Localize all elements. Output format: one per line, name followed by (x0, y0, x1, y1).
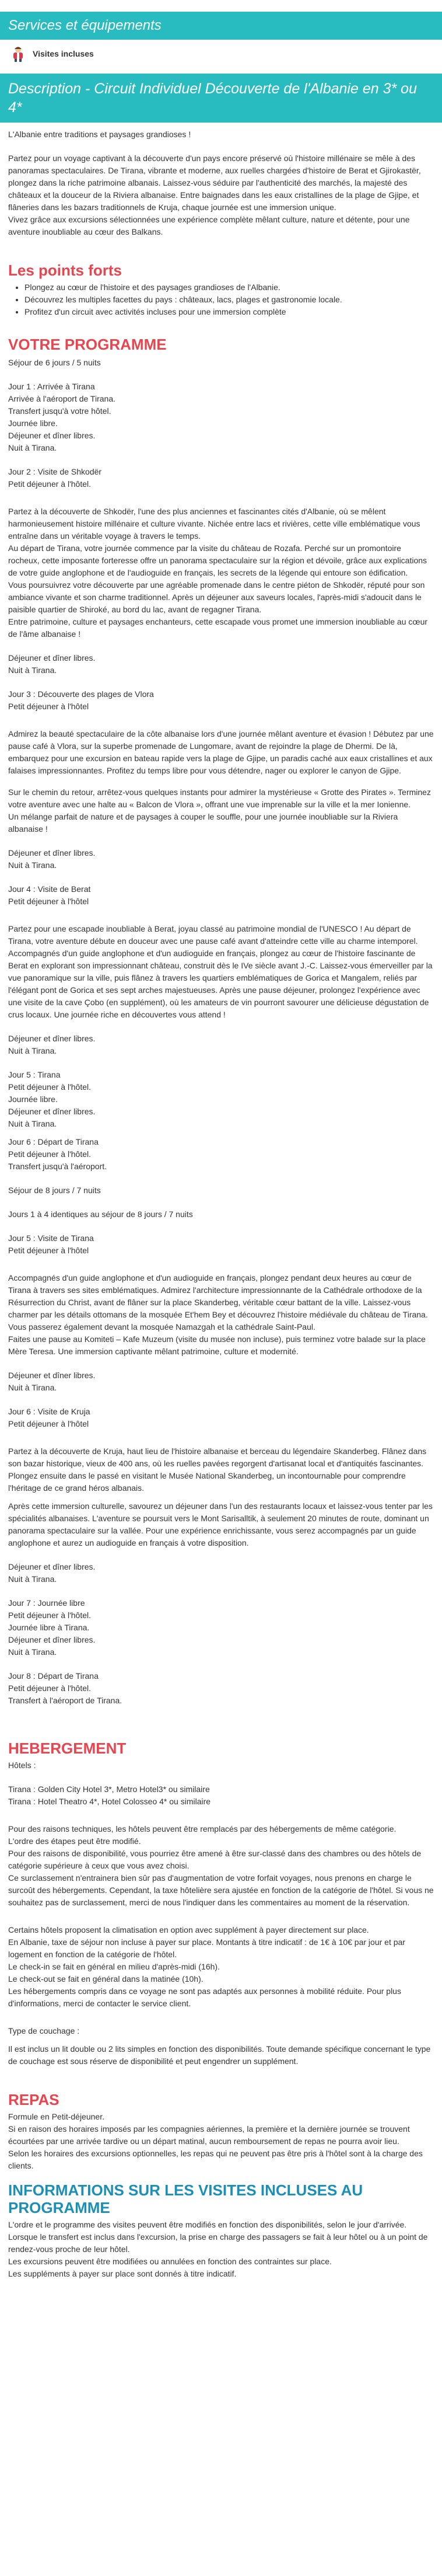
day-line: Petit déjeuner à l'hôtel (8, 1246, 89, 1255)
day-line: Petit déjeuner à l'hôtel (8, 897, 89, 906)
day-line: Nuit à Tirana. (8, 1574, 57, 1584)
note-line: Le check-in se fait en général en milieu d'après-midi (16h). (8, 1962, 220, 1971)
day-line: Déjeuner et dîner libres. (8, 1562, 96, 1571)
day-paragraph: Entre patrimoine, culture et paysages enchanteurs, cette escapade vous promet une immersion inoubliable au cœur de l'âme albanaise ! (8, 617, 428, 639)
day-title: Jour 5 : Visite de Tirana (8, 1233, 94, 1243)
day-title: Jour 8 : Départ de Tirana (8, 1671, 99, 1681)
day-title: Jour 7 : Journée libre (8, 1598, 85, 1608)
day-title: Jour 3 : Découverte des plages de Vlora (8, 689, 154, 699)
day-line: Déjeuner et dîner libres. (8, 1635, 96, 1644)
info-line: L'ordre et le programme des visites peuvent être modifiés en fonction des disponibilités, selon le jour d'arrivée. (8, 2220, 407, 2229)
couchage-text: Il est inclus un lit double ou 2 lits simples en fonction des disponibilités. Toute demande spécifique concernant le type de couchage est sous réserve de disponibilité et peut engendrer un supplément. (8, 2044, 431, 2066)
day-paragraph: Vous poursuivrez votre découverte par une agréable promenade dans le centre piéton de Shkodër, réputé pour son ambiance vivante et son charme traditionnel. Après un déjeuner aux saveurs locales, l'après-midi s'adoucit dans le paisible quartier de Shiroké, au bord du lac, avant de regagner Tirana. (8, 580, 425, 614)
hebergement-title: HEBERGEMENT (8, 1740, 127, 1757)
day-paragraph: Accompagnés d'un guide anglophone et d'un audioguide en français, plongez pendant deux heures au cœur de Tirana à travers ses sites emblématiques. Admirez l'architecture impressionnante de la Cathédrale orthodoxe de la Résurrection du Christ, avant de flâner sur la place Skanderbeg, véritable cœur battant de la ville. Laissez-vous charmer par les détails ottomans de la mosquée Et'hem Bey et découvrez l'histoire médiévale du château de Tirana. Vous passerez également devant la mosquée Namazgah et la cathédrale Saint-Paul. (8, 1273, 428, 1331)
day-line: Petit déjeuner à l'hôtel (8, 702, 89, 711)
day-line: Petit déjeuner à l'hôtel. (8, 1683, 91, 1693)
day-line: Journée libre. (8, 419, 58, 428)
intro-paragraph: Partez pour un voyage captivant à la découverte d'un pays encore préservé où l'histoire millénaire se mêle à des panoramas spectaculaires. De Tirana, vibrante et moderne, aux ruelles chargées d'histoire de Berat et Gjirokastër, plongez dans la riche patrimoine albanais. Laissez-vous séduire par l'authenticité des marchés, la majesté des châteaux et la douceur de la Riviera albanaise. Entre baignades dans les eaux cristallines de la plage de Gjipe, et flâneries dans les bazars traditionnels de Kruja, chaque journée est une immersion unique. (8, 154, 421, 212)
day-paragraph: Après cette immersion culturelle, savourez un déjeuner dans l'un des restaurants locaux et laissez-vous tenter par les spécialités albanaises. L'aventure se poursuit vers le Mont Sarisalltik, à seulement 20 minutes de route, dominant un panorama spectaculaire sur la vallée. Pour une expérience enrichissante, vous serez accompagnés par un guide anglophone et aurez un audioguide en français à votre disposition. (8, 1501, 433, 1547)
day-title: Jour 4 : Visite de Berat (8, 884, 91, 894)
day-line: Nuit à Tirana. (8, 860, 57, 870)
day-line: Nuit à Tirana. (8, 1383, 57, 1392)
note-line: Le check-out se fait en général dans la matinée (10h). (8, 1974, 204, 1984)
programme-title: VOTRE PROGRAMME (8, 336, 167, 353)
day-title: Jour 1 : Arrivée à Tirana (8, 382, 95, 391)
day-line: Déjeuner et dîner libres. (8, 431, 96, 440)
day-title: Jour 5 : Tirana (8, 1070, 61, 1079)
couchage-label: Type de couchage : (8, 2026, 80, 2035)
day-line: Transfert jusqu'à votre hôtel. (8, 406, 111, 416)
day-paragraph: Sur le chemin du retour, arrêtez-vous quelques instants pour admirer la mystérieuse « Grotte des Pirates ». Terminez votre aventure avec une halte au « Balcon de Vlora », offrant une vue imprenable sur la ville et la mer Ionienne. (8, 787, 431, 809)
day-line: Journée libre à Tirana. (8, 1623, 90, 1632)
intro-paragraph-2: Vivez grâce aux excursions sélectionnées une expérience complète mêlant culture, nature et détente, pour une aventure inoubliable au cœur des Balkans. (8, 215, 410, 236)
day-line: Petit déjeuner à l'hôtel. (8, 1082, 91, 1092)
list-item: • Profitez d'un circuit avec activités incluses pour une immersion complète (24, 306, 442, 318)
day-line: Déjeuner et dîner libres. (8, 1107, 96, 1116)
service-label: Visites incluses (33, 48, 94, 58)
day-title: Jour 2 : Visite de Shkodër (8, 467, 102, 476)
description-banner: Description - Circuit Individuel Découverte de l'Albanie en 3* ou 4* (0, 74, 442, 123)
day-title: Jour 6 : Départ de Tirana (8, 1137, 99, 1146)
day-line: Journée libre. (8, 1094, 58, 1104)
sejour-duration: Séjour de 8 jours / 7 nuits (8, 1186, 101, 1195)
info-line: Lorsque le transfert est inclus dans l'excursion, la prise en charge des passagers se fait à leur hôtel ou à un point de rendez-vous proche de leur hôtel. (8, 2232, 428, 2254)
day-line: Déjeuner et dîner libres. (8, 1034, 96, 1043)
infos-visites-title: INFORMATIONS SUR LES VISITES INCLUSES AU PROGRAMME (8, 2181, 363, 2216)
guide-person-icon (8, 46, 28, 62)
service-item (0, 40, 442, 69)
day-line: Arrivée à l'aéroport de Tirana. (8, 394, 115, 403)
day-line: Déjeuner et dîner libres. (8, 848, 96, 857)
info-line: Les excursions peuvent être modifiées ou annulées en fonction des contraintes sur place. (8, 2257, 332, 2266)
sejour-duration: Séjour de 6 jours / 5 nuits (8, 358, 101, 367)
note-line: Pour des raisons de disponibilité, vous pourriez être amené à être sur-classé dans des chambres ou des hôtels de catégorie supérieure à ceux que vous avez choisi. (8, 1849, 422, 1870)
hotels-label: Hôtels : (8, 1761, 36, 1770)
day-line: Déjeuner et dîner libres. (8, 1371, 96, 1380)
repas-body (0, 2111, 442, 2172)
note-line: En Albanie, taxe de séjour non incluse à payer sur place. Montants à titre indicatif : de 1€ à 10€ par jour et par logement en fonction de la catégorie de l'hôtel. (8, 1937, 405, 1959)
services-banner: Services et équipements (0, 12, 442, 40)
day-paragraph: Au départ de Tirana, votre journée commence par la visite du château de Rozafa. Perché sur un promontoire rocheux, cette imposante forteresse offre un panorama spectaculaire sur la région et dévoile, grâce aux explications de votre guide anglophone et de l'audioguide en français, les secrets de la légende qui entoure son édification. (8, 543, 427, 577)
hebergement-body (0, 1759, 442, 2068)
repas-line: Formule en Petit-déjeuner. (8, 2112, 104, 2121)
repas-line: Si en raison des horaires imposés par les compagnies aériennes, la première et la dernière journée se trouvent écourtées par une arrivée tardive ou un départ matinal, aucun remboursement de repas ne pourra avoir lieu. (8, 2124, 410, 2146)
day-line: Nuit à Tirana. (8, 1046, 57, 1055)
day-line: Nuit à Tirana. (8, 443, 57, 452)
note-line: Ce surclassement n'entrainera bien sûr pas d'augmentation de votre forfait voyages, nous prenons en charge le surcoût des hébergements. Cependant, la taxe hôtelière sera ajustée en fonction de la catégorie de l'hôtel. Si vous ne souhaitez pas de surclassement, merci de nous l'indiquer dans les commentaires au moment de la réservation. (8, 1873, 434, 1907)
info-line: Les suppléments à payer sur place sont donnés à titre indicatif. (8, 2269, 237, 2278)
hotel-line: Tirana : Hotel Theatro 4*, Hotel Colosseo 4* ou similaire (8, 1797, 211, 1806)
infos-visites-body (0, 2219, 442, 2280)
day-paragraph: Partez pour une escapade inoubliable à Berat, joyau classé au patrimoine mondial de l'UNESCO ! Au départ de Tirana, votre aventure débute en douceur avec une pause café avant d'atteindre cette ville au charme intemporel. Accompagnés d'un guide anglophone et d'un audioguide en français, plongez au cœur de l'histoire fascinante de Berat en explorant son impressionnant château, construit dès le IVe siècle avant J.-C. Laissez-vous émerveiller par la vue panoramique sur la ville, puis flânez à travers les quartiers emblématiques de Gorica et Mangalem, reliés par l'élégant pont de Gorica et ses sept arches majestueuses. Après une pause déjeuner, prolongez l'expérience avec une visite de la cave Çobo (en supplément), où les amateurs de vin pourront savourer une délicieuse dégustation de crus locaux. Une journée riche en découvertes vous attend ! (8, 924, 433, 1019)
day-line: Petit déjeuner à l'hôtel. (8, 1149, 91, 1159)
day-line: Jours 1 à 4 identiques au séjour de 8 jours / 7 nuits (8, 1209, 193, 1219)
points-forts-title: Les points forts (8, 262, 122, 279)
day-paragraph: Partez à la découverte de Shkodër, l'une des plus anciennes et fascinantes cités d'Albanie, où se mêlent harmonieusement histoire millénaire et culture vivante. Nichée entre lacs et rivières, cette ville emblématique vous entraîne dans un véritable voyage à travers le temps. (8, 507, 420, 541)
note-line: Les hébergements compris dans ce voyage ne sont pas adaptés aux personnes à mobilité réduite. Pour plus d'informations, merci de contacter le service client. (8, 1986, 401, 2008)
programme-body (0, 357, 442, 1707)
day-line: Nuit à Tirana. (8, 665, 57, 675)
day-line: Nuit à Tirana. (8, 1119, 57, 1128)
day-line: Déjeuner et dîner libres. (8, 653, 96, 663)
day-line: Transfert jusqu'à l'aéroport. (8, 1162, 107, 1171)
tagline: L'Albanie entre traditions et paysages grandioses ! (8, 130, 191, 139)
day-paragraph: Faites une pause au Komiteti – Kafe Muzeum (visite du musée non incluse), puis terminez votre balade sur la place Mère Teresa. Une immersion captivante mêlant patrimoine, culture et modernité. (8, 1334, 426, 1356)
note-line: L'ordre des étapes peut être modifié. (8, 1836, 141, 1846)
list-item: • Plongez au cœur de l'histoire et des paysages grandioses de l'Albanie. (24, 281, 442, 294)
day-line: Petit déjeuner à l'hôtel (8, 1419, 89, 1428)
day-line: Petit déjeuner à l'hôtel. (8, 1611, 91, 1620)
day-paragraph: Admirez la beauté spectaculaire de la côte albanaise lors d'une journée mêlant aventure et évasion ! Débutez par une pause café à Vlora, sur la superbe promenade de Lungomare, avant de rejoindre la plage de Dhermi. De là, embarquez pour une excursion en bateau rapide vers la plage de Gjipe, un paradis caché aux eaux cristallines et aux falaises impressionnantes. Profitez du temps libre pour vous détendre, nager ou explorer le canyon de Gjipe. (8, 729, 434, 775)
day-line: Nuit à Tirana. (8, 1647, 57, 1657)
description-body (0, 123, 442, 238)
day-line: Transfert à l'aéroport de Tirana. (8, 1696, 122, 1705)
list-item: • Découvrez les multiples facettes du pays : châteaux, lacs, plages et gastronomie locale. (24, 294, 442, 306)
hotel-line: Tirana : Golden City Hotel 3*, Metro Hotel3* ou similaire (8, 1784, 210, 1794)
day-line: Petit déjeuner à l'hôtel. (8, 479, 91, 489)
repas-title: REPAS (8, 2091, 59, 2108)
day-title: Jour 6 : Visite de Kruja (8, 1407, 90, 1416)
repas-line: Selon les horaires des excursions optionnelles, les repas qui ne peuvent pas être pris à l'hôtel sont à la charge des clients. (8, 2149, 423, 2170)
day-paragraph: Un mélange parfait de nature et de paysages à couper le souffle, pour une journée inoubliable sur la Riviera albanaise ! (8, 812, 398, 834)
day-paragraph: Partez à la découverte de Kruja, haut lieu de l'histoire albanaise et berceau du légendaire Skanderbeg. Flânez dans son bazar historique, vieux de 400 ans, où les ruelles pavées regorgent d'artisanat local et d'antiquités fascinantes. Plongez ensuite dans le passé en visitant le Musée National Skanderbeg, un incontournable pour comprendre l'héritage de ce grand héros albanais. (8, 1446, 427, 1493)
note-line: Certains hôtels proposent la climatisation en option avec supplément à payer directement sur place. (8, 1925, 369, 1934)
note-line: Pour des raisons techniques, les hôtels peuvent être remplacés par des hébergements de même catégorie. (8, 1824, 397, 1833)
points-forts-list (0, 281, 442, 318)
